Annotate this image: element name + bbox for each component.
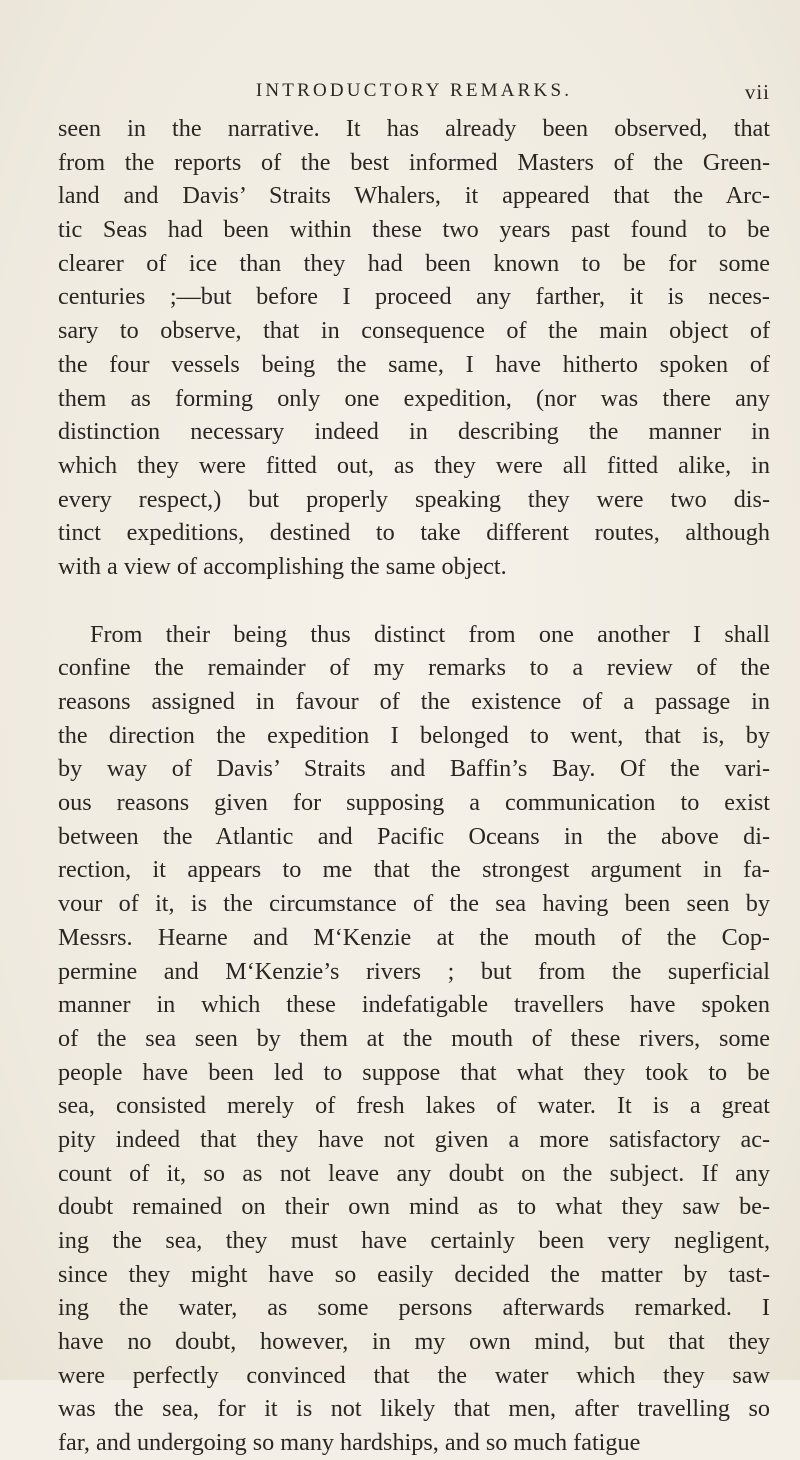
text-line: rection, it appears to me that the strongest argument in fa- xyxy=(58,856,770,884)
text-line: centuries ;—but before I proceed any farther, it is neces- xyxy=(58,283,770,311)
text-line: distinction necessary indeed in describing the manner in xyxy=(58,418,770,446)
text-line: have no doubt, however, in my own mind, but that they xyxy=(58,1328,770,1356)
text-line: confine the remainder of my remarks to a review of the xyxy=(58,654,770,682)
text-line: clearer of ice than they had been known to be for some xyxy=(58,249,770,277)
text-line: pity indeed that they have not given a more satisfactory ac- xyxy=(58,1125,770,1153)
text-line: From their being thus distinct from one another I shall xyxy=(90,620,770,648)
running-head xyxy=(58,80,770,110)
text-line: vour of it, is the circumstance of the sea having been seen by xyxy=(58,890,770,918)
text-line: since they might have so easily decided the matter by tast- xyxy=(58,1260,770,1288)
text-line: manner in which these indefatigable travellers have spoken xyxy=(58,991,770,1019)
text-line: reasons assigned in favour of the existence of a passage in xyxy=(58,688,770,715)
text-line: the direction the expedition I belonged to went, that is, by xyxy=(58,721,770,749)
text-line: by way of Davis’ Straits and Baffin’s Bay. Of the vari- xyxy=(58,755,770,783)
text-line: between the Atlantic and Pacific Oceans in the above di- xyxy=(58,822,770,850)
running-head-title: INTRODUCTORY REMARKS. xyxy=(255,80,573,101)
page-number: vii xyxy=(744,80,770,104)
text-line: sea, consisted merely of fresh lakes of water. It is a great xyxy=(58,1092,770,1120)
text-line: tinct expeditions, destined to take different routes, although xyxy=(58,519,770,547)
text-line: count of it, so as not leave any doubt on the subject. If any xyxy=(58,1159,770,1187)
text-line: of the sea seen by them at the mouth of these rivers, some xyxy=(58,1024,770,1052)
text-line: Messrs. Hearne and M‘Kenzie at the mouth of the Cop- xyxy=(58,923,770,951)
text-line: which they were fitted out, as they were all fitted alike, in xyxy=(58,451,770,479)
text-line: them as forming only one expedition, (nor was there any xyxy=(58,384,770,412)
text-line: every respect,) but properly speaking they were two dis- xyxy=(58,485,770,513)
text-line: permine and M‘Kenzie’s rivers ; but from the superficial xyxy=(58,957,770,985)
text-line: sary to observe, that in consequence of the main object of xyxy=(58,317,770,345)
text-line: people have been led to suppose that what they took to be xyxy=(58,1058,770,1086)
text-line: with a view of accomplishing the same object. xyxy=(58,552,507,580)
text-line: far, and undergoing so many hardships, and so much fatigue xyxy=(58,1429,641,1457)
body-text xyxy=(58,112,770,1460)
text-line: doubt remained on their own mind as to what they saw be- xyxy=(58,1193,770,1221)
text-line: from the reports of the best informed Masters of the Green- xyxy=(58,148,770,176)
text-line: tic Seas had been within these two years past found to be xyxy=(58,216,770,244)
text-line: land and Davis’ Straits Whalers, it appeared that the Arc- xyxy=(58,182,770,210)
paragraph-gap xyxy=(58,584,770,618)
text-line: ing the sea, they must have certainly been very negligent, xyxy=(58,1227,770,1254)
paragraph-1 xyxy=(58,112,770,584)
text-line: was the sea, for it is not likely that men, after travelling so xyxy=(58,1395,770,1423)
text-line: ing the water, as some persons afterwards remarked. I xyxy=(58,1294,770,1322)
text-line: ous reasons given for supposing a communication to exist xyxy=(58,789,770,817)
text-line: were perfectly convinced that the water which they saw xyxy=(58,1361,770,1389)
text-line: seen in the narrative. It has already been observed, that xyxy=(58,115,770,142)
text-line: the four vessels being the same, I have hitherto spoken of xyxy=(58,350,770,378)
paragraph-2 xyxy=(58,618,770,1460)
